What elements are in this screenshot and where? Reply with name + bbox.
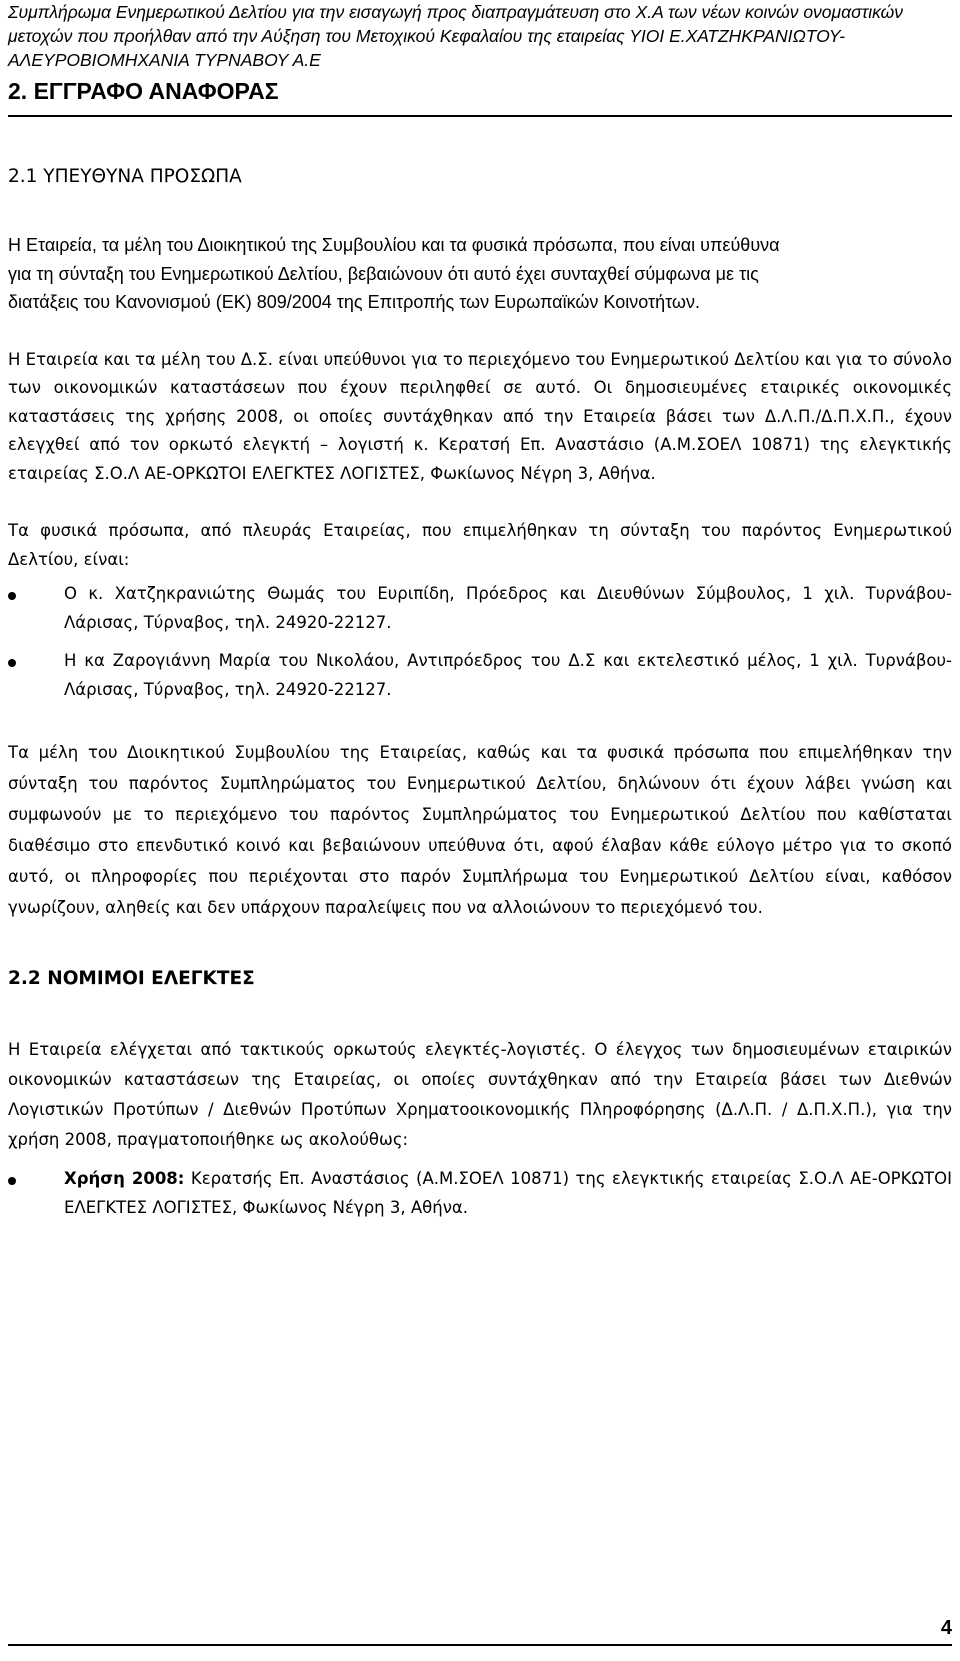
auditor-text: Κερατσής Επ. Αναστάσιος (Α.Μ.ΣΟΕΛ 10871) της ελεγκτικής εταιρείας Σ.Ο.Λ ΑΕ-ΟΡΚΩΤΟΙ ΕΛΕΓΚΤΕΣ ΛΟΓΙΣΤΕΣ, Φωκίωνος Νέγρη 3, Αθήνα. bbox=[64, 1169, 952, 1217]
running-header-line-2: μετοχών που προήλθαν από την Αύξηση του Μετοχικού Κεφαλαίου της εταιρείας ΥΙΟΙ Ε.ΧΑΤΖΗΚΡΑΝΙΩΤΟΥ- bbox=[8, 26, 846, 46]
heading-2-1: 2.1 ΥΠΕΥΘΥΝΑ ΠΡΟΣΩΠΑ bbox=[8, 166, 242, 187]
paragraph-line: Η Εταιρεία, τα μέλη του Διοικητικού της Συμβουλίου και τα φυσικά πρόσωπα, που είναι υπεύθυνα bbox=[8, 235, 780, 255]
running-header-line-3: ΑΛΕΥΡΟΒΙΟΜΗΧΑΝΙΑ ΤΥΡΝΑΒΟΥ Α.Ε bbox=[8, 50, 321, 70]
page-number: 4 bbox=[940, 1617, 952, 1639]
auditor-list bbox=[8, 1165, 952, 1222]
bullet-icon bbox=[8, 659, 16, 667]
paragraph-line: για τη σύνταξη του Ενημερωτικού Δελτίου, βεβαιώνουν ότι αυτό έχει συνταχθεί σύμφωνα με τις bbox=[8, 263, 759, 284]
paragraph-auditors: Η Εταιρεία ελέγχεται από τακτικούς ορκωτούς ελεγκτές-λογιστές. Ο έλεγχος των δημοσιευμένων εταιρικών οικονομικών καταστάσεων της Εταιρείας, οι οποίες συντάχθηκαν από την Εταιρεία βάσει των Διεθνών Λογιστικών Προτύπων / Διεθνών Προτύπων Χρηματοοικονομικής Πληροφόρησης (Δ.Λ.Π. / Δ.Π.Χ.Π.), για την χρήση 2008, πραγματοποιήθηκε ως ακολούθως: bbox=[8, 1040, 952, 1149]
paragraph-persons-intro: Τα φυσικά πρόσωπα, από πλευράς Εταιρείας, που επιμελήθηκαν τη σύνταξη του παρόντος Ενημερωτικού Δελτίου, είναι: bbox=[8, 521, 952, 569]
list-item: Ο κ. Χατζηκρανιώτης Θωμάς του Ευριπίδη, Πρόεδρος και Διευθύνων Σύμβουλος, 1 χιλ. Τυρνάβου-Λάρισας, Τύρναβος, τηλ. 24920-22127. bbox=[8, 580, 952, 637]
paragraph-responsible-1 bbox=[8, 231, 952, 317]
list-item: Η κα Ζαρογιάννη Μαρία του Νικολάου, Αντιπρόεδρος του Δ.Σ και εκτελεστικό μέλος, 1 χιλ. Τυρνάβου-Λάρισας, Τύρναβος, τηλ. 24920-22127. bbox=[8, 647, 952, 704]
bullet-icon bbox=[8, 1177, 16, 1185]
persons-list bbox=[8, 580, 952, 704]
paragraph-board-declaration: Τα μέλη του Διοικητικού Συμβουλίου της Εταιρείας, καθώς και τα φυσικά πρόσωπα που επιμελήθηκαν την σύνταξη του παρόντος Συμπληρώματος του Ενημερωτικού Δελτίου, δηλώνουν ότι έχουν λάβει γνώση και συμφωνούν με το περιεχόμενο του παρόντος Συμπληρώματος του Ενημερωτικού Δελτίου που καθίσταται διαθέσιμο στο επενδυτικό κοινό και βεβαιώνουν υπεύθυνα ότι, αφού έλαβαν κάθε εύλογο μέτρο για το σκοπό αυτό, οι πληροφορίες που περιέχονται στο παρόν Συμπλήρωμα του Ενημερωτικού Δελτίου είναι, καθόσον γνωρίζουν, αληθείς και δεν υπάρχουν παραλείψεις που να αλλοιώνουν το περιεχόμενό του. bbox=[8, 743, 952, 917]
section-title: 2. ΕΓΓΡΑΦΟ ΑΝΑΦΟΡΑΣ bbox=[8, 78, 279, 104]
document-page bbox=[8, 0, 952, 1661]
list-item bbox=[8, 1165, 952, 1222]
bullet-icon bbox=[8, 592, 16, 600]
running-header-line-1: Συμπλήρωμα Ενημερωτικού Δελτίου για την εισαγωγή προς διαπραγμάτευση στο Χ.Α των νέων κοινών ονομαστικών bbox=[8, 2, 904, 22]
paragraph-line: διατάξεις του Κανονισμού (ΕΚ) 809/2004 της Επιτροπής των Ευρωπαϊκών Κοινοτήτων. bbox=[8, 292, 700, 312]
auditor-year-label: Χρήση 2008: bbox=[64, 1169, 185, 1188]
header-divider bbox=[8, 115, 952, 117]
heading-2-2: 2.2 ΝΟΜΙΜΟΙ ΕΛΕΓΚΤΕΣ bbox=[8, 968, 255, 989]
running-header bbox=[8, 0, 952, 72]
footer-divider bbox=[8, 1644, 952, 1646]
paragraph-responsible-2: Η Εταιρεία και τα μέλη του Δ.Σ. είναι υπεύθυνοι για το περιεχόμενο του Ενημερωτικού Δελτίου και για το σύνολο των οικονομικών καταστάσεων που έχουν περιληφθεί σε αυτό. Οι δημοσιευμένες εταιρικές οικονομικές καταστάσεις της χρήσης 2008, οι οποίες συντάχθηκαν από την Εταιρεία βάσει των Δ.Λ.Π./Δ.Π.Χ.Π., έχουν ελεγχθεί από τον ορκωτό ελεγκτή – λογιστή κ. Κερατσή Επ. Αναστάσιο (Α.Μ.ΣΟΕΛ 10871) της ελεγκτικής εταιρείας Σ.Ο.Λ ΑΕ-ΟΡΚΩΤΟΙ ΕΛΕΓΚΤΕΣ ΛΟΓΙΣΤΕΣ, Φωκίωνος Νέγρη 3, Αθήνα. bbox=[8, 349, 953, 483]
